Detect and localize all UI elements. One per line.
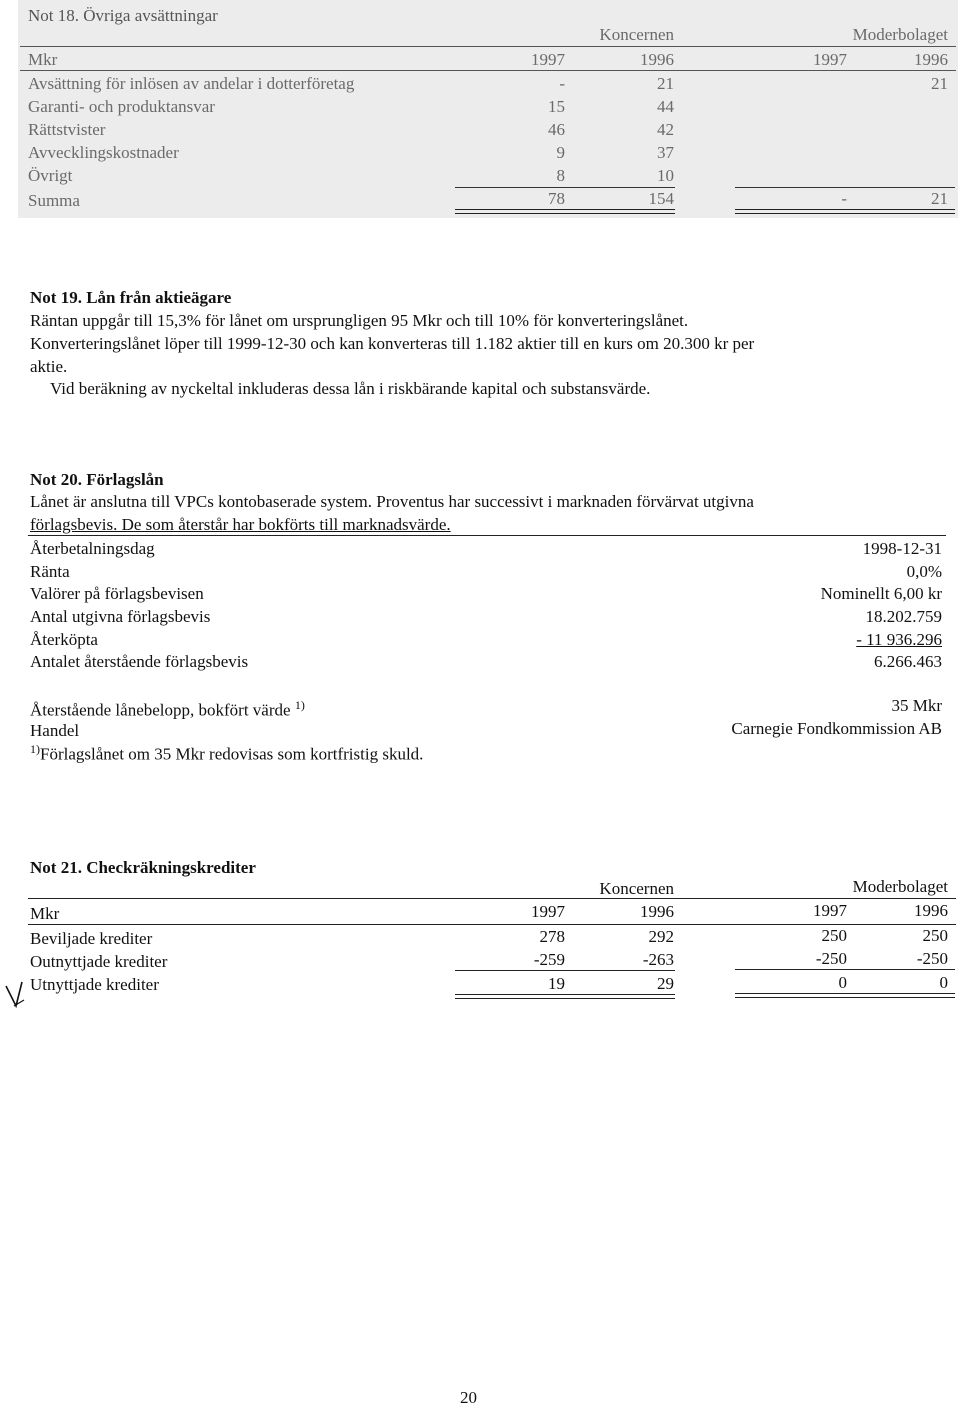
- note21-header-k1997: 1997: [531, 902, 565, 921]
- note20-paragraph-line: förlagsbevis. De som återstår har bokförts till marknadsvärde.: [30, 515, 451, 534]
- note20-row-value: 6.266.463: [874, 652, 942, 671]
- note18-total-k1996: 154: [648, 189, 674, 208]
- note18-row-k1997: 8: [556, 166, 565, 185]
- note18-group-moderbolaget: Moderbolaget: [852, 25, 948, 44]
- note21-double-rule-koncernen: [455, 994, 675, 999]
- note20-row-value: 18.202.759: [865, 607, 942, 626]
- note18-header-k1997: 1997: [531, 50, 565, 69]
- note18-header-rule: [20, 46, 956, 47]
- note19-paragraph-line: Konverteringslånet löper till 1999-12-30 och kan konverteras till 1.182 aktier till en kurs om 20.300 kr per: [30, 334, 755, 353]
- note20-remaining-label: [30, 698, 305, 721]
- note18-row-k1997: -: [559, 74, 565, 93]
- note18-row-label: Avvecklingskostnader: [28, 143, 179, 162]
- note18-row-k1997: 9: [556, 143, 565, 162]
- note18-row-label: Avsättning för inlösen av andelar i dotterföretag: [28, 74, 355, 93]
- note21-header-rule: [28, 898, 956, 899]
- note18-row-m1996: 21: [931, 74, 948, 93]
- note21-row-k1997: -259: [533, 950, 565, 969]
- note21-row-m1996: 250: [922, 926, 948, 945]
- note18-row-label: Övrigt: [28, 166, 73, 185]
- note21-row-k1997: 278: [539, 927, 565, 946]
- note18-row-label: Garanti- och produktansvar: [28, 97, 215, 116]
- note21-row-m1996: -250: [916, 949, 948, 968]
- note18-header-underline: [20, 70, 956, 71]
- note18-title: Not 18. Övriga avsättningar: [28, 6, 218, 25]
- footnote-marker: 1): [30, 742, 40, 756]
- note21-double-rule-moderbolaget: [735, 993, 955, 998]
- note21-title: Not 21. Checkräkningskrediter: [30, 858, 256, 877]
- note19-paragraph-line: Räntan uppgår till 15,3% för lånet om ursprungligen 95 Mkr och till 10% för konverteringslånet.: [30, 311, 689, 330]
- note20-remaining-text: Återstående lånebelopp, bokfört värde: [30, 700, 291, 720]
- note21-header-m1997: 1997: [813, 901, 847, 920]
- note18-row-k1996: 42: [657, 120, 674, 139]
- note21-header-underline: [28, 924, 956, 925]
- note21-row-m1997: -250: [815, 949, 847, 968]
- note21-sum-rule-moderbolaget: [735, 969, 955, 970]
- note20-row-label: Valörer på förlagsbevisen: [30, 584, 204, 603]
- note21-group-moderbolaget: Moderbolaget: [852, 877, 948, 896]
- note21-row-label: Beviljade krediter: [30, 929, 153, 948]
- note20-row-label: Ränta: [30, 562, 70, 581]
- note18-header-m1996: 1996: [914, 50, 948, 69]
- note20-row-value: Nominellt 6,00 kr: [820, 584, 942, 603]
- note18-header-label: Mkr: [28, 50, 58, 69]
- note20-row-label: Antalet återstående förlagsbevis: [30, 652, 249, 671]
- page-number: 20: [460, 1388, 477, 1407]
- note18-header-k1996: 1996: [640, 50, 674, 69]
- note20-row-label: Återbetalningsdag: [30, 539, 155, 558]
- note18-row-k1996: 44: [657, 97, 674, 116]
- note18-double-rule-moderbolaget: [735, 209, 955, 214]
- note20-row-label: Återköpta: [30, 630, 98, 649]
- note18-header-m1997: 1997: [813, 50, 847, 69]
- note21-row-k1996: 292: [648, 927, 674, 946]
- note20-rule: [28, 535, 946, 536]
- note20-row-value: - 11 936.296: [856, 630, 942, 649]
- footnote-marker: 1): [294, 698, 305, 712]
- note18-row-label: Rättstvister: [28, 120, 106, 139]
- note18-row-k1997: 46: [548, 120, 565, 139]
- note21-total-m1997: 0: [838, 973, 847, 992]
- note18-double-rule-koncernen: [455, 209, 675, 214]
- note18-total-m1997: -: [841, 189, 847, 208]
- note18-total-label: Summa: [28, 191, 80, 210]
- note21-group-koncernen: Koncernen: [599, 879, 674, 898]
- note18-group-koncernen: Koncernen: [599, 25, 674, 44]
- note18-total-m1996: 21: [931, 189, 948, 208]
- note20-trade-value: Carnegie Fondkommission AB: [731, 719, 942, 738]
- note20-trade-label: Handel: [30, 721, 80, 740]
- note21-sum-rule-koncernen: [455, 970, 675, 971]
- note21-total-label: Utnyttjade krediter: [30, 975, 159, 994]
- note18-total-k1997: 78: [548, 189, 565, 208]
- note18-row-k1996: 10: [657, 166, 674, 185]
- note21-row-label: Outnyttjade krediter: [30, 952, 168, 971]
- note18-row-k1996: 37: [657, 143, 674, 162]
- note21-row-k1996: -263: [642, 950, 674, 969]
- note18-sum-rule-koncernen: [455, 187, 675, 188]
- handwritten-check-mark-icon: [4, 978, 28, 1010]
- note21-total-m1996: 0: [939, 973, 948, 992]
- note20-paragraph-line: Lånet är anslutna till VPCs kontobaserade system. Proventus har successivt i marknaden förvärvat utgivna: [30, 492, 754, 511]
- note19-paragraph-line: aktie.: [30, 357, 68, 376]
- note20-footnote: [30, 742, 423, 765]
- note18-row-k1997: 15: [548, 97, 565, 116]
- note19-paragraph-line: Vid beräkning av nyckeltal inkluderas dessa lån i riskbärande kapital och substansvärde.: [50, 379, 651, 398]
- note20-row-value: 1998-12-31: [862, 539, 942, 558]
- note18-sum-rule-moderbolaget: [735, 187, 955, 188]
- note20-title: Not 20. Förlagslån: [30, 470, 164, 489]
- note20-row-label: Antal utgivna förlagsbevis: [30, 607, 211, 626]
- note20-footnote-text: Förlagslånet om 35 Mkr redovisas som kortfristig skuld.: [40, 744, 424, 764]
- note21-header-label: Mkr: [30, 904, 60, 923]
- note21-header-k1996: 1996: [640, 902, 674, 921]
- note21-total-k1997: 19: [548, 974, 565, 993]
- note21-row-m1997: 250: [821, 926, 847, 945]
- note20-remaining-value: 35 Mkr: [891, 696, 942, 715]
- note20-row-value: 0,0%: [906, 562, 942, 581]
- note21-total-k1996: 29: [657, 974, 674, 993]
- note21-header-m1996: 1996: [914, 901, 948, 920]
- note19-title: Not 19. Lån från aktieägare: [30, 288, 232, 307]
- note18-row-k1996: 21: [657, 74, 674, 93]
